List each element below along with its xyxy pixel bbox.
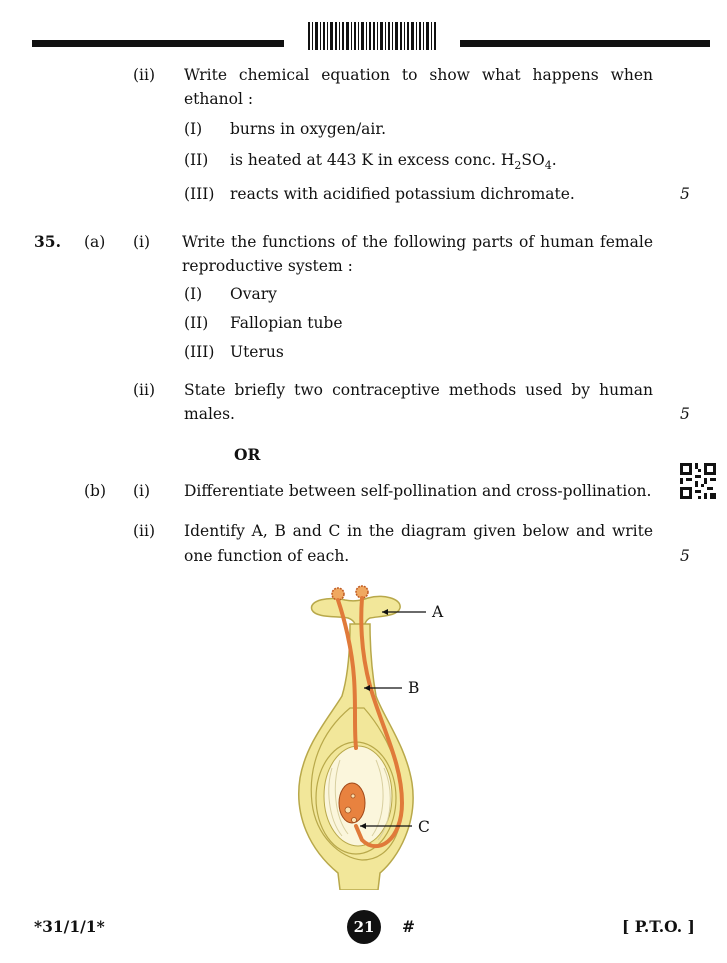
q34-item-sub1: 2: [514, 159, 522, 173]
q34-item-text: reacts with acidified potassium dichromate.: [230, 185, 575, 203]
q34-ii-text-line1: Write chemical equation to show what happens when: [184, 66, 653, 84]
header-rule-left: [32, 40, 284, 47]
q34-item-text: burns in oxygen/air.: [230, 120, 387, 138]
q35-number: 35.: [34, 232, 61, 251]
q35-b-i-text: Differentiate between self-pollination and cross-pollination.: [184, 482, 652, 500]
q35-a-ii-line2: males.: [184, 405, 235, 423]
q34-item-text: [230, 148, 557, 172]
q34-marks: 5: [680, 185, 690, 203]
q35-a-i-item-number: (III): [184, 343, 215, 361]
diagram-label-b: B: [408, 679, 420, 697]
q34-item-text-post: .: [551, 151, 557, 169]
q35-a-label: (a): [84, 233, 106, 251]
paper-code: *31/1/1*: [34, 917, 105, 936]
page-number: 21: [347, 910, 381, 944]
q35-a-i-item-number: (II): [184, 314, 209, 332]
q35-b-i-number: (i): [133, 482, 151, 500]
q34-item-number: (II): [184, 151, 209, 169]
diagram-label-c: C: [418, 818, 430, 836]
q34-item-number: (I): [184, 120, 203, 138]
q35-a-i-item-number: (I): [184, 285, 203, 303]
pto-label: [ P.T.O. ]: [622, 917, 695, 936]
embryo-sac: [339, 783, 365, 823]
q35-a-i-number: (i): [133, 233, 151, 251]
qr-code-icon: [680, 463, 716, 499]
q35-b-ii-line1: Identify A, B and C in the diagram given below and write: [184, 522, 653, 540]
or-separator: OR: [234, 445, 261, 464]
q35-a-marks: 5: [680, 405, 690, 423]
q35-b-marks: 5: [680, 547, 690, 565]
q35-b-label: (b): [84, 482, 107, 500]
q35-a-ii-line1: State briefly two contraceptive methods used by human: [184, 381, 653, 399]
q35-a-ii-number: (ii): [133, 381, 156, 399]
q34-item-sub2: 4: [544, 159, 552, 173]
q35-a-i-item-text: Uterus: [230, 343, 284, 361]
q35-b-ii-line2: one function of each.: [184, 547, 350, 565]
diagram-label-a: A: [432, 603, 444, 621]
q35-a-i-line2: reproductive system :: [182, 257, 353, 275]
q34-item-number: (III): [184, 185, 215, 203]
synergid: [352, 818, 357, 823]
barcode-icon: [306, 20, 440, 52]
egg-nucleus: [345, 807, 351, 813]
q34-ii-number: (ii): [133, 66, 156, 84]
q34-ii-text-line2: ethanol :: [184, 90, 254, 108]
q35-b-ii-number: (ii): [133, 522, 156, 540]
q35-a-i-line1: Write the functions of the following parts of human female: [182, 233, 653, 251]
polar-nucleus: [351, 794, 355, 798]
header-rule-right: [460, 40, 710, 47]
q34-item-text-mid: SO: [521, 151, 545, 169]
q34-item-text-pre: is heated at 443 K in excess conc. H: [230, 151, 515, 169]
q35-a-i-item-text: Fallopian tube: [230, 314, 343, 332]
q35-a-i-item-text: Ovary: [230, 285, 277, 303]
pistil-diagram: [290, 578, 460, 890]
hash-mark: #: [402, 917, 415, 936]
